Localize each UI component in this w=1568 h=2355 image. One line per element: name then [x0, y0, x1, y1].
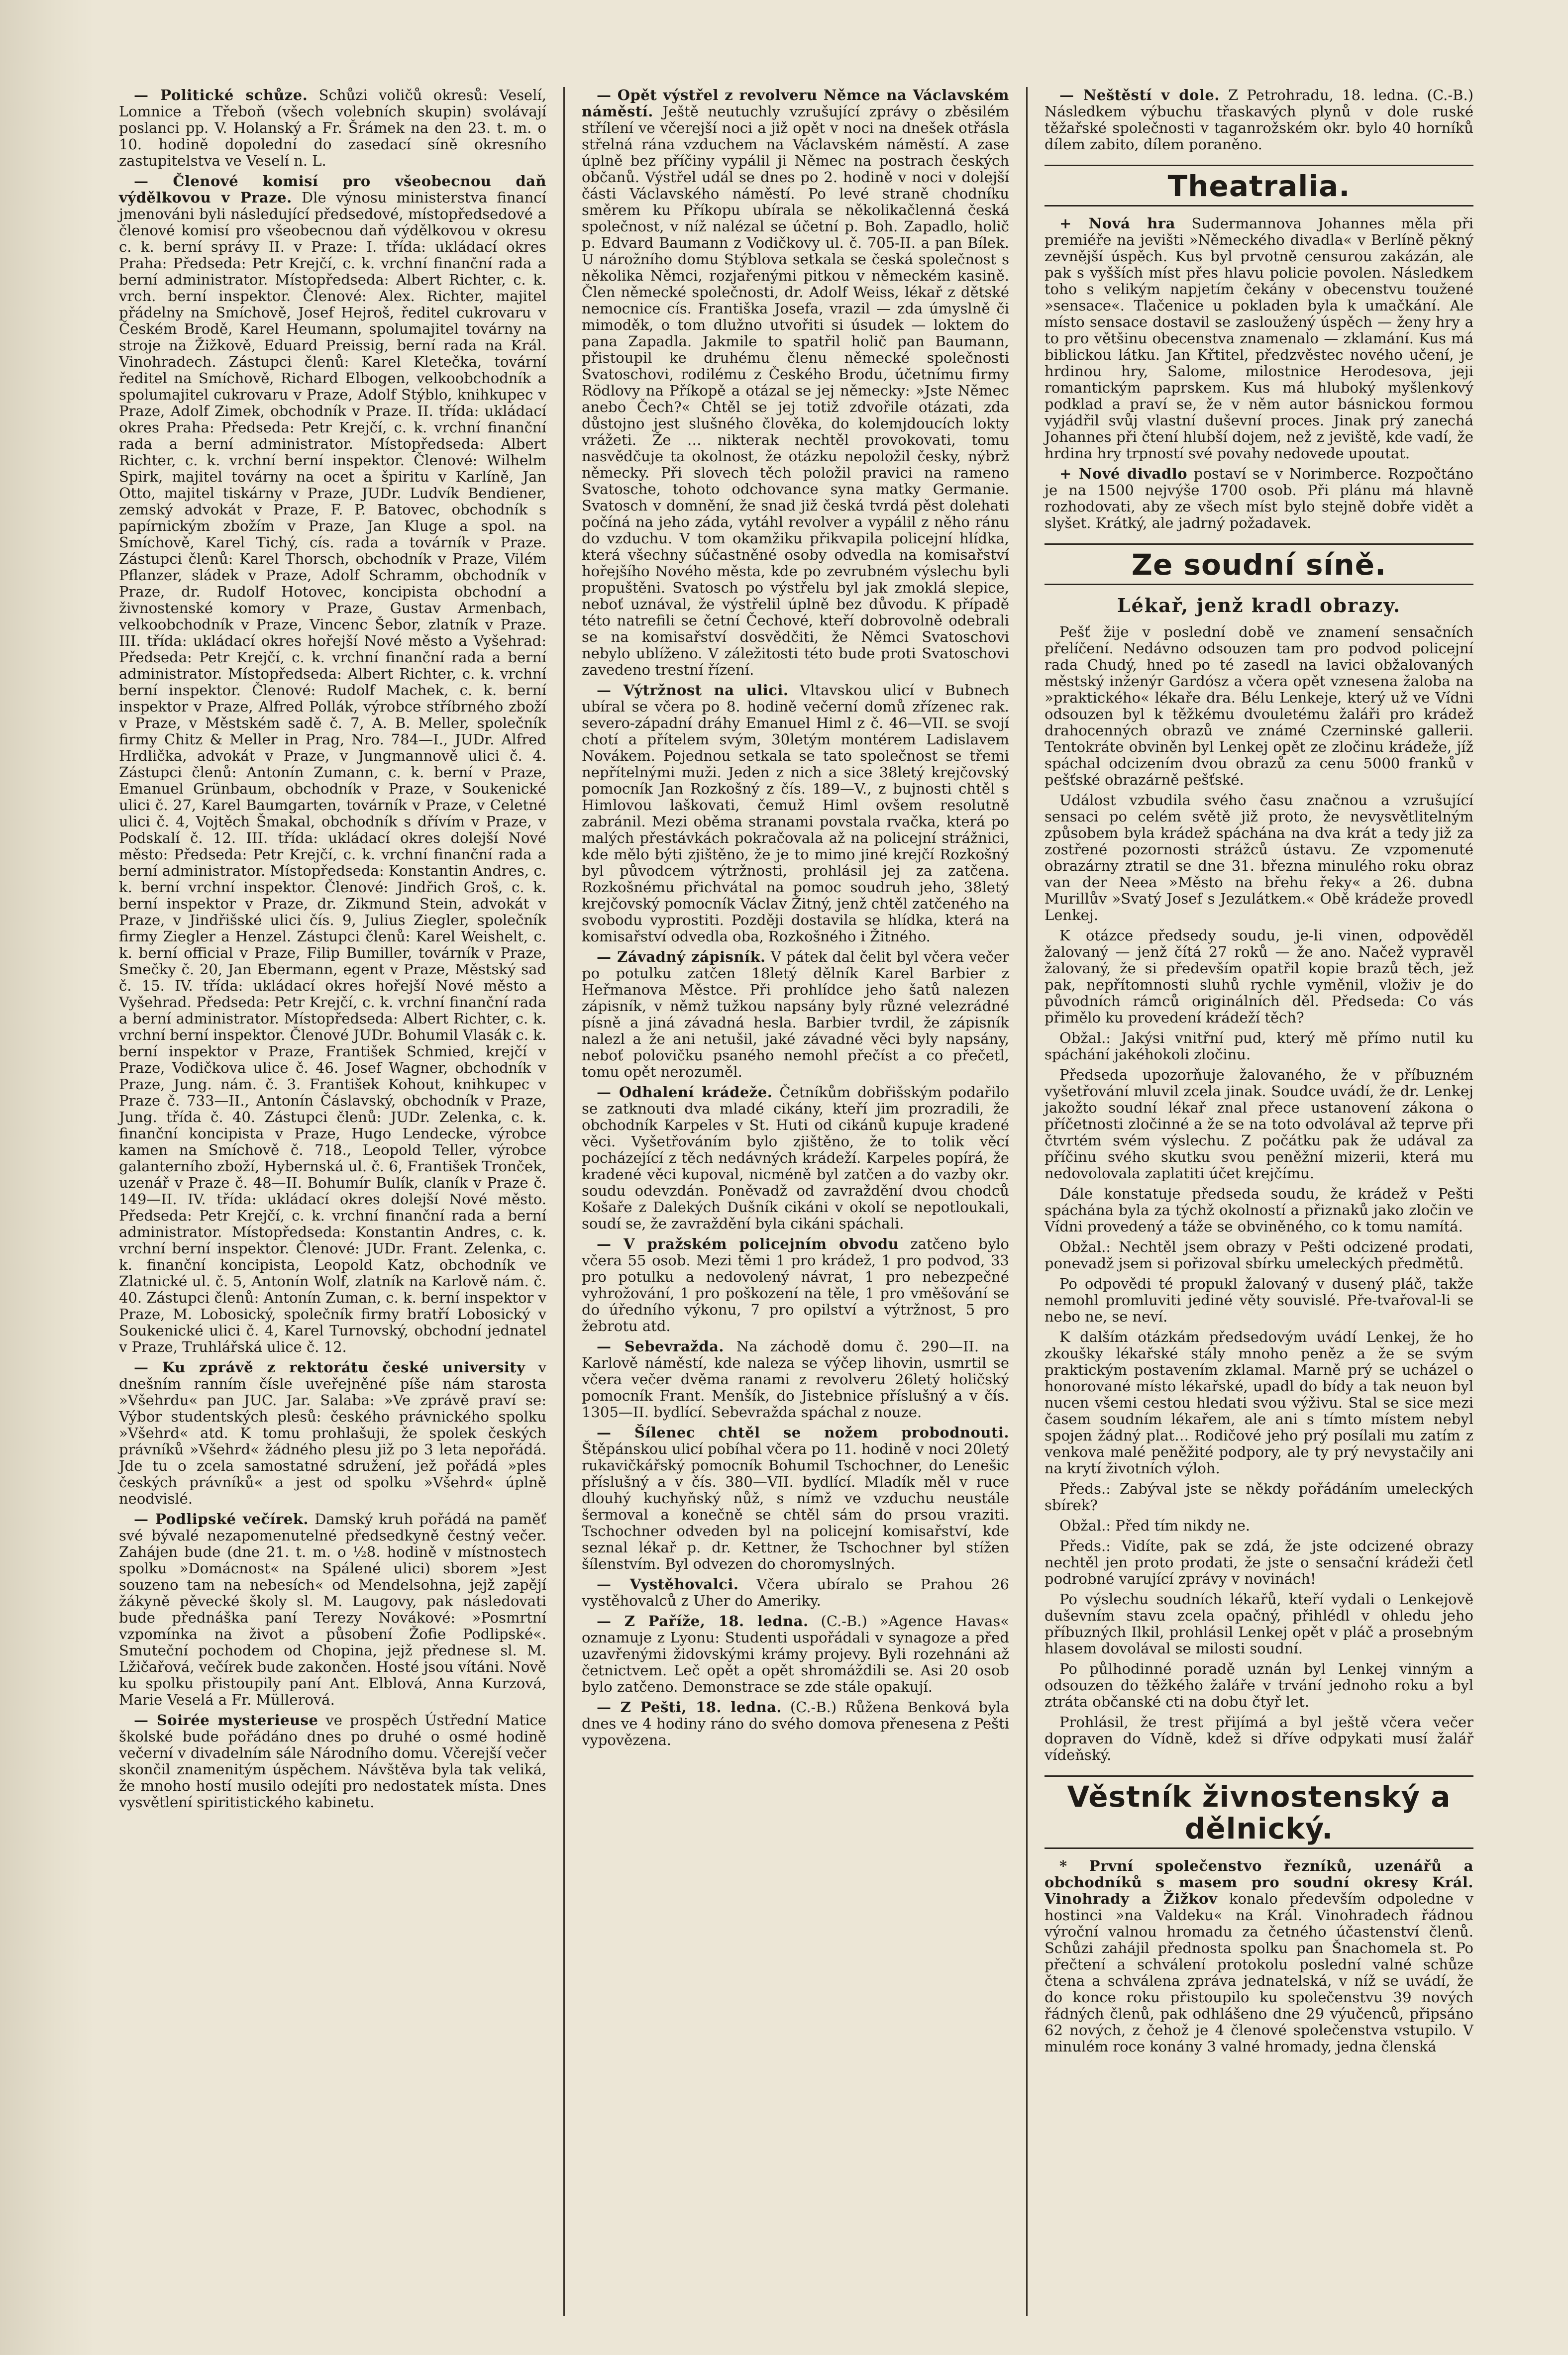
- article-text: Ještě neutuchly vzrušující zprávy o zběsilém střílení ve včerejší noci a již opět v noci na dnešek otřásla střelná rána vzduchem na Václavském náměstí. A zase úplně bez příčiny vypálil ji Němec na postrach českých občanů. Výstřel udál se dnes po 2. hodině v noci v dolejší části Václavského náměstí. Po levé straně chodníku směrem ku Příkopu ubírala se několikačlenná česká společnost, v níž nalézal se účetní p. Boh. Zapadlo, holič p. Edvard Baumann z Vodičkovy ul. č. 705-II. a pan Bílek. U nárožního domu Stýblova setkala se česká společnost s několika Němci, rozjařenými pitkou v německém kasině. Člen německé společnosti, dr. Adolf Weiss, lékař z dětské nemocnice cís. Františka Josefa, vrazil — zda úmyslně či mimoděk, o tom dlužno utvořiti si úsudek — loktem do pana Zapadla. Jakmile to spatřil holič pan Baumann, přistoupil ke druhému členu německé společnosti Svatoschovi, rodilému z Českého Brodu, účetnímu firmy Rödlovy na Příkopě a otázal se jej německy: »Jste Němec anebo Čech?« Chtěl se jej totiž zdvořile otázati, zda důstojno jest slušného člověka, do kolemjdoucích lokty vrážeti. Že … nikterak nechtěl provokovati, tomu nasvědčuje ta okolnost, že otázku nepoložil česky, nýbrž německy. Při slovech těch položil pravici na rameno Svatosche, tohoto odchovance syna matky Germanie. Svatosch v domnění, že snad již česká tvrdá pěst dolehati počíná na jeho záda, vytáhl revolver a vypálil z něho ránu do vzduchu. V tom okamžiku přikvapila policejní hlídka, která všechny súčastněné osoby odvedla na komisařství hořejšího Nového města, kde po zevrubném výslechu byli propuštěni. Svatosch po výstřelu byl jak zmoklá slepice, neboť uznával, že výstřelil úplně bez důvodu. K případě této natrefili se četní Čechové, kteří dobrovolně odebrali se na komisařství dosvědčiti, že Němci Svatoschovi nebylo ublíženo. V záležitosti této bude proti Svatoschovi zavedeno trestní řízení.: [582, 103, 1009, 678]
- article-headline: — Sebevražda.: [597, 1338, 724, 1355]
- article-paragraph: [1045, 1067, 1473, 1182]
- article-text: Sudermannova Johannes měla při premiéře na jevišti »Německého divadla« v Berlíně pěkný zevnější úspěch. Kus byl prvotně censurou zakázán, ale pak s vyšších míst přes hlavu policie povolen. Následkem toho s velikým napjetím čekány v obecenstvu toužené »sensace«. Tlačenice u pokladen byla k umačkání. Ale místo sensace dostavil se zasloužený úspěch — ženy hry a to pro většinu obecenstva znamenalo — zklamání. Kus má biblickou látku. Jan Křtitel, předzvěstec nového učení, je hrdinou hry, Salome, milostnice Herodesova, jeji romantickým paprskem. Kus má hluboký myšlenkový podklad a praví se, že v něm autor básnickou formou vyjádřil svůj vlastní duševní proces. Jinak prý zanechá Johannes při čtení hlubší dojem, než z jeviště, kde vadí, že hrdina hry trpností své povahy nedovede upoutat.: [1045, 215, 1474, 462]
- article-headline: — Neštěstí v dole.: [1059, 87, 1220, 103]
- article-text: Prohlásil, že trest přijímá a byl ještě včera večer dopraven do Vídně, kdež si dříve odpykati musí žalář vídeňský.: [1045, 1714, 1473, 1763]
- article-headline: — Z Pešti, 18. ledna.: [597, 1699, 782, 1716]
- article-headline: — Vystěhovalci.: [597, 1576, 739, 1593]
- article-paragraph: [1045, 1481, 1473, 1514]
- article-paragraph: [119, 1511, 546, 1708]
- article-text: konalo především odpoledne v hostinci »na Valdeku« na Král. Vinohradech řádnou výroční valnou hromadu za četného účastenství členů. Schůzi zahájil přednosta spolku pan Šnachomela st. Po přečtení a schválení protokolu poslední valné schůze čtena a schválena zpráva jednatelská, v níž se uvádí, že do konce roku přistoupilo ku společenstvu 39 nových řádných členů, pak odhlášeno dne 29 výučenců, připsáno 62 nových, z čehož je 4 členové společenstva vstupilo. V minulém roce konány 3 valné hromady, jedna členská: [1045, 1890, 1474, 2055]
- article-paragraph: [1045, 1518, 1473, 1534]
- article-paragraph: [1045, 792, 1473, 923]
- article-paragraph: [119, 87, 546, 169]
- article-paragraph: [1045, 466, 1473, 531]
- article-text: Dle výnosu ministerstva financí jmenováni byli následující předsedové, místopředsedové a členové komisí pro všeobecnou daň výdělkovou v okresu c. k. berní správy II. v Praze: I. třída: ukládací okres Praha: Předseda: Petr Krejčí, c. k. vrchní finanční rada a berní administrator. Místopředseda: Albert Richter, c. k. vrch. berní inspektor. Členové: Alex. Richter, majitel přádelny na Smíchově, Josef Hejroš, ředitel cukrovaru v Českém Brodě, Karel Heumann, spolumajitel továrny na stroje na Žižkově, Eduard Preissig, berní rada na Král. Vinohradech. Zástupci členů: Karel Kletečka, tovární ředitel na Smíchově, Richard Elbogen, velkoobchodník a spolumajitel cukrovaru v Praze, Adolf Stýblo, knihkupec v Praze, Adolf Zimek, obchodník v Praze. II. třída: ukládací okres Praha: Předseda: Petr Krejčí, c. k. vrchní finanční rada a berní administrator. Místopředseda: Albert Richter, c. k. vrchní berní inspektor. Členové: Wilhelm Spirk, majitel továrny na ocet a špiritu v Karlíně, Jan Otto, majitel tiskárny v Praze, JUDr. Ludvík Bendiener, zemský advokát v Praze, F. P. Batovec, obchodník s papírnickým zbožím v Praze, Jan Kluge a spol. na Smíchově, Karel Tichý, cís. rada a továrník v Praze. Zástupci členů: Karel Thorsch, obchodník v Praze, Vilém Pflanzer, sládek v Praze, Adolf Schramm, obchodník v Praze, dr. Rudolf Hotovec, koncipista obchodní a živnostenské komory v Praze, Gustav Armenbach, velkoobchodník v Praze, Vincenc Šebor, zlatník v Praze. III. třída: ukládací okres hořejší Nové město a Vyšehrad: Předseda: Petr Krejčí, c. k. vrchní finanční rada a berní administrator. Místopředseda: Albert Richter, c. k. vrchní berní inspektor. Členové: Rudolf Machek, c. k. berní inspektor v Praze, Alfred Pollák, výrobce stříbrného zboží v Praze, v Městském sadě č. 7, A. B. Meller, společník firmy Chitz & Meller in Prag, Nro. 784—I., JUDr. Alfred Hrdlička, advokát v Praze, v Jungmannově ulici č. 4. Zástupci členů: Antonín Zumann, c. k. berní v Praze, Emanuel Grünbaum, obchodník v Praze, v Soukenické ulici č. 27, Karel Baumgarten, továrník v Praze, v Celetné ulici č. 4, Vojtěch Šmakal, obchodník s dřívím v Praze, v Podskalí č. 12. III. třída: ukládací okres dolejší Nové město: Předseda: Petr Krejčí, c. k. vrchní finanční rada a berní administrator. Místopředseda: Konstantin Andres, c. k. berní vrchní inspektor. Členové: Jindřich Groš, c. k. berní inspektor v Praze, dr. Zikmund Stein, advokát v Praze, v Jindřišské ulici čís. 9, Julius Ziegler, společník firmy Ziegler a Henzel. Zástupci členů: Karel Weishelt, c. k. berní official v Praze, Filip Bumiller, továrník v Praze, Smečky č. 20, Jan Ebermann, egent v Praze, Městský sad č. 15. IV. třída: ukládací okres hořejší Nové město a Vyšehrad. Předseda: Petr Krejčí, c. k. vrchní finanční rada a berní administrator. Místopředseda: Albert Richter, c. k. vrchní berní inspektor. Členové JUDr. Bohumil Vlasák c. k. berní inspektor v Praze, František Schmied, krejčí v Praze, Vodičkova ulice č. 46. Josef Wagner, obchodník v Praze, Jung. nám. č. 3. František Kohout, knihkupec v Praze č. 733—II., Antonín Čáslavský, obchodník v Praze, Jung. třída č. 40. Zástupci členů: JUDr. Zelenka, c. k. finanční koncipista v Praze, Hugo Lendecke, výrobce kamen na Smíchově č. 718., Leopold Teller, výrobce galanterního zboží, Hybernská ul. č. 6, František Tronček, uzenář v Praze č. 48—II. Bohumír Bulík, claník v Praze č. 149—II. IV. třída: ukládací okres dolejší Nové město. Předseda: Petr Krejčí, c. k. vrchní finanční rada a berní administrator. Místopředseda: Konstantin Andres, c. k. vrchní berní inspektor. Členové: JUDr. Frant. Zelenka, c. k. finanční koncipista, Leopold Katz, obchodník ve Zlatnické ul. č. 5, Antonín Wolf, zlatník na Karlově nám. č. 40. Zástupci členů: Antonín Zuman, c. k. berní inspektor v Praze, M. Lobosický, společník firmy bratří Lobosický v Soukenické ulici č. 4, Karel Turnovský, obchodní jednatel v Praze, Truhlářská ulice č. 12.: [119, 189, 546, 1355]
- article-text: (C.-B.) Růžena Benková byla dnes ve 4 hodiny ráno do svého domova přenesena z Pešti vypovězena.: [582, 1699, 1009, 1748]
- article-paragraph: [1045, 1714, 1473, 1763]
- article-text: V pátek dal čelit byl včera večer po potulku zatčen 18letý dělník Karel Barbier z Heřmanova Městce. Při prohlídce jeho šatů nalezen zápisník, v němž tužkou napsány byly různé velezrádné písně a jiná závadná hesla. Barbier tvrdil, že zápisník nalezl a že ani netušil, jaké závadné věci byly napsány, neboť polovičku psaného nemohl přečíst a co přečetl, tomu opět nerozuměl.: [582, 948, 1009, 1080]
- article-text: Po odpovědi té propukl žalovaný v dusený pláč, takže nemohl promluviti jediné věty souvislé. Pře-tvařoval-li se nebo ne, se neví.: [1045, 1275, 1473, 1325]
- article-paragraph: [582, 1425, 1009, 1572]
- article-headline: — Členové komisí pro všeobecnou daň výdělkovou v Praze.: [119, 173, 546, 206]
- article-text: Obžal.: Nechtěl jsem obrazy v Pešti odcizené prodati, ponevadž jsem si pořizoval sbírku umeleckých předmětů.: [1045, 1238, 1473, 1272]
- article-text: K otázce předsedy soudu, je-li vinen, odpověděl žalovaný — jenž čítá 27 roků — že ano. Načež vypravěl žalovaný, že si především opatřil kopie brazů těch, jež pak, nepřítomnosti sluhů rychle vyměnil, vloživ je do původních rámců originálních děl. Předseda: Co vás přimělo ku provedení krádeží těch?: [1045, 927, 1473, 1026]
- article-headline: — Ku zprávě z rektorátu české university: [134, 1359, 525, 1376]
- article-headline: — Opět výstřel z revolveru Němce na Václavském náměstí.: [582, 87, 1009, 120]
- article-paragraph: [1045, 1276, 1473, 1325]
- article-paragraph: [1045, 1239, 1473, 1272]
- article-paragraph: [1045, 927, 1473, 1026]
- article-text: v dnešním ranním čísle uveřejněné píše nám starosta »Všehrdu« pan JUC. Jar. Salaba: »Ve zprávě praví se: Výbor studentských plesů: českého právnického spolku »Všehrd« atd. K tomu prohlašuji, že spolek českých právníků »Všehrd« žádného plesu již po 3 leta nepořádá. Jde tu o zcela samostatné sdružení, jež pořádá »ples českých právníků« a jest od spolku »Všehrd« úplně neodvislé.: [119, 1359, 546, 1507]
- article-text: Obžal.: Před tím nikdy ne.: [1059, 1517, 1251, 1534]
- article-text: Pešť žije v poslední době ve znamení sensačních přelíčení. Nedávno odsouzen tam pro podvod policejní rada Chudý, hned po té zasedl na lavici obžalovaných městský inženýr Gardósz a včera opět vznesena žaloba na »praktického« lékaře dra. Bélu Lenkeje, který už ve Vídni odsouzen byl k těžkému dvouletému žaláři pro krádež drahocenných obrazů ve známé Czerninské gallerii. Tentokráte obviněn byl Lenkej opět ze zločinu krádeže, jíž spáchal odcizením dvou obrazů za cenu 5000 franků v pešťské obrazárně pešťské.: [1045, 623, 1473, 788]
- article-headline: * První společenstvo řezníků, uzenářů a obchodníků s masem pro soudní okresy Král. Vinohrady a Žižkov: [1045, 1857, 1473, 1907]
- article-paragraph: [1045, 87, 1473, 153]
- article-headline: — Soirée mysterieuse: [134, 1712, 318, 1729]
- article-paragraph: [582, 949, 1009, 1080]
- article-headline: — Podlipské večírek.: [134, 1511, 309, 1528]
- article-headline: — Politické schůze.: [134, 87, 308, 103]
- article-text: Četníkům dobřišským podařilo se zatknouti dva mladé cikány, kteří jim prozradili, že obchodník Karpeles v St. Huti od cikánů kupuje kradené věci. Vyšetřováním bylo zjištěno, že to tolik věcí pocházející z těch nedávných krádeží. Karpeles popírá, že kradené věci kupoval, nicméně byl zatčen a do vazby okr. soudu odevzdán. Poněvadž od zavraždění dvou chodců Košaře z Dalekých Dušník cikáni v okolí se nepotloukali, soudí se, že zavraždění byla cikáni spáchali.: [582, 1084, 1009, 1232]
- article-headline: — Z Paříže, 18. ledna.: [597, 1613, 809, 1630]
- article-paragraph: [1045, 215, 1473, 462]
- article-text: Po půlhodinné poradě uznán byl Lenkej vinným a odsouzen do těžkého žaláře v trvání jednoho roku a byl ztráta občanské cti na dobu čtyř let.: [1045, 1660, 1473, 1710]
- article-paragraph: [1045, 1538, 1473, 1587]
- article-paragraph: [119, 1712, 546, 1811]
- article-text: Událost vzbudila svého času značnou a vzrušující sensaci po celém světě již proto, že nevysvětlitelným způsobem byla krádež spáchána na dva krát a tedy již za zostřené pozornosti strážců ústavu. Ze vzpomenuté obrazárny ztratil se dne 31. března minulého roku obraz van der Neea »Město na břehu řeky« a 26. dubna Murillův »Svatý Josef s Jezulátkem.« Obě krádeže provedl Lenkej.: [1045, 792, 1473, 923]
- article-text: Štěpánskou ulicí pobíhal včera po 11. hodině v noci 20letý rukavičkářský pomocník Bohumil Tschochner, do Lenešic příslušný a v čís. 380—VII. bydlící. Mladík měl v ruce dlouhý kuchyňský nůž, s nímž ve vzduchu neustále šermoval a konečně se chtěl sám do prsou vraziti. Tschochner odveden byl na policejní komisařství, kde seznal lékař p. dr. Kettner, že Tschochner byl stížen šílenstvím. Byl odvezen do choromyslných.: [582, 1440, 1009, 1572]
- article-paragraph: [582, 87, 1009, 678]
- article-headline: + Nová hra: [1059, 215, 1175, 232]
- section-heading: Theatralia.: [1045, 165, 1473, 206]
- article-headline: + Nové divadlo: [1059, 465, 1188, 482]
- article-paragraph: [582, 1613, 1009, 1695]
- article-paragraph: [582, 1576, 1009, 1609]
- article-subtitle: Lékař, jenž kradl obrazy.: [1117, 594, 1401, 616]
- article-text: Předseda upozorňuje žalovaného, že v příbuzném vyšetřování mluvil zcela jinak. Soudce uvádí, že dr. Lenkej jakožto soudní lékař znal přece ustanovení zákona o příčetnosti zločinné a že se na toto odvolával až teprve při čtvrtém svém výslechu. Z počátku pak že udával za příčinu svého skutku svou peněžní mizerii, která mu nedovolovala zaplatiti účet krejčímu.: [1045, 1066, 1473, 1182]
- article-text: zatčeno bylo včera 55 osob. Mezi těmi 1 pro krádež, 1 pro podvod, 33 pro potulku a nedovolený návrat, 1 pro nebezpečné vyhrožování, 1 pro poškození na těle, 1 pro vměšování se do úředního výkonu, 7 pro opilství a výtržnost, 5 pro žebrotu atd.: [582, 1235, 1009, 1334]
- column-middle: [565, 87, 1028, 2316]
- article-paragraph: [1045, 1591, 1473, 1657]
- article-headline: — Odhalení krádeže.: [597, 1084, 773, 1101]
- columns: [102, 87, 1516, 2316]
- page-binding-edge: [0, 0, 95, 2355]
- article-paragraph: [582, 1236, 1009, 1334]
- article-text: ve prospěch Ústřední Matice školské bude pořádáno dnes po druhé o osmé hodině večerní v divadelním sále Národního domu. Včerejší večer skončil znamenitým úspěchem. Návštěva byla tak veliká, že mnoho hostí musilo odejíti pro nedostatek místa. Dnes vysvětlení spiritistického kabinetu.: [119, 1712, 547, 1811]
- article-text: (C.-B.) »Agence Havas« oznamuje z Lyonu: Studenti uspořádali v synagoze a před uzavřenými židovskými krámy projevy. Byli rozehnáni až četnictvem. Leč opět a opět shromáždili se. Asi 20 osob bylo zatčeno. Demonstrace se zde stále opakují.: [582, 1613, 1010, 1695]
- article-paragraph: [582, 1699, 1009, 1748]
- article-paragraph: [582, 1084, 1009, 1232]
- article-paragraph: [119, 173, 546, 1355]
- article-text: Dále konstatuje předseda soudu, že krádež v Pešti spáchána byla za týchž okolností a přiznaků jako zločin ve Vídni provedený a táže se obviněného, co k tomu namítá.: [1045, 1185, 1473, 1235]
- article-paragraph: [1045, 1661, 1473, 1710]
- article-text: Vltavskou ulicí v Bubnech ubíral se včera po 8. hodině večerní domů zřízenec rak. severo-západní dráhy Emanuel Himl z č. 46—VII. se svojí chotí a přítelem svým, 30letým montérem Ladislavem Novákem. Pojednou setkala se tato společnost se třemi nepřítelnými muži. Jeden z nich a sice 38letý krejčovský pomocník Jan Rozkošný z čís. 189—V., z bujnosti chtěl s Himlovou laškovati, čemuž Himl ovšem resolutně zabránil. Mezi oběma stranami povstala rvačka, která po malých přestávkách pokračovala až na policejní strážnici, kde mělo býti zjištěno, že je to mimo jiné krejčí Rozkošný byl původcem výtržnosti, prohlásil jej za zatčena. Rozkošnému přichvátal na pomoc soudruh jeho, 38letý krejčovský pomocník Václav Žitný, jenž chtěl zatčeného na svobodu vyprostiti. Později dostavila se hlídka, která na komisařství odvedla oba, Rozkošného i Žitného.: [582, 682, 1010, 945]
- article-headline: — Šílenec chtěl se nožem probodnouti.: [597, 1424, 1009, 1441]
- column-left: [102, 87, 565, 2316]
- section-heading: Ze soudní síně.: [1045, 543, 1473, 585]
- article-text: postaví se v Norimberce. Rozpočtáno je na 1500 nejvýše 1700 osob. Při plánu má hlavně rozhodovati, aby ze všech míst bylo stejně dobře vidět a slyšet. Krátký, ale jadrný požadavek.: [1045, 465, 1474, 531]
- article-headline: — Výtržnost na ulici.: [597, 682, 789, 699]
- article-paragraph: [1045, 1329, 1473, 1477]
- article-paragraph: [1045, 1186, 1473, 1235]
- article-paragraph: [1045, 1030, 1473, 1063]
- article-paragraph: [582, 682, 1009, 945]
- article-paragraph: [119, 1359, 546, 1507]
- section-heading: Věstník živnostenský a dělnický.: [1045, 1775, 1473, 1849]
- article-text: Obžal.: Jakýsi vnitřní pud, který mě přímo nutil ku spáchání jakéhokoli zločinu.: [1045, 1029, 1473, 1063]
- article-text: Předs.: Vidíte, pak se zdá, že jste odcizené obrazy nechtěl jen proto prodati, že jste o sensační krádeži četl podrobné varující zprávy v novinách!: [1045, 1537, 1473, 1587]
- article-headline: — V pražském policejním obvodu: [597, 1235, 899, 1252]
- article-text: Včera ubíralo se Prahou 26 vystěhovalců z Uher do Ameriky.: [582, 1576, 1010, 1609]
- article-text: Po výslechu soudních lékařů, kteří vydali o Lenkejově duševním stavu zcela opačný, přihlédl v ohledu jeho příbuzných Ilkil, prohlásil Lenkej opět v pláč a prosebným hlasem dovolával se milosti soudní.: [1045, 1591, 1473, 1657]
- article-text: Na záchodě domu č. 290—II. na Karlově náměstí, kde naleza se výčep lihovin, usmrtil se včera večer dvěma ranami z revolveru 26letý holičský pomocník Frant. Menšík, do Jistebnice příslušný a v čís. 1305—II. bydlící. Sebevražda spáchal z nouze.: [582, 1338, 1009, 1421]
- article-paragraph: [1045, 624, 1473, 788]
- article-text: Schůzi voličů okresů: Veselí, Lomnice a Třeboň (všech volebních skupin) svolávají poslanci pp. V. Holanský a Fr. Šrámek na den 23. t. m. o 10. hodině dopolední do zasedací síně okresního zastupitelstva ve Veselí n. L.: [119, 87, 546, 169]
- article-text: Předs.: Zabýval jste se někdy pořádáním umeleckých sbírek?: [1045, 1480, 1473, 1514]
- article-text: K dalším otázkám předsedovým uvádí Lenkej, že ho zkoušky lékařské stály mnoho peněz a že se svým praktickým postavením zklamal. Marně prý se ucházel o honorované místo lékařské, upadl do bídy a tak neuon byl nucen všemi cestou hledati svou výživu. Stal se sice mezi časem soudním lékařem, ale ani s tímto místem nebyl spojen žádný plat… Rodičové jeho prý posílali mu zatím z venkova malé peněžité podpory, ale ty prý nevystačily ani na krytí životních výloh.: [1045, 1329, 1473, 1477]
- article-text: Z Petrohradu, 18. ledna. (C.-B.) Následkem výbuchu třaskavých plynů v dole ruské těžařské společnosti v taganrožském okr. bylo 40 horníků dílem zabito, dílem poraněno.: [1045, 87, 1474, 153]
- article-headline: — Závadný zápisník.: [597, 948, 766, 965]
- column-right: [1028, 87, 1490, 2316]
- article-paragraph: [582, 1338, 1009, 1421]
- article-text: Damský kruh pořádá na paměť své bývalé nezapomenutelné předsedkyně čestný večer. Zahájen bude (dne 21. t. m. o ½8. hodině v místnostech spolku »Domácnost« na Spálené ulici) sborem »Jest souzeno tam na nebesích« od Mendelsohna, jejž zapějí žákyně pěvecké školy sl. M. Laugovy, pak následovati bude přednáška paní Terezy Novákové: »Posmrtní vzpomínka na život a působení Žofie Podlipské«. Smuteční pochodem od Chopina, jejž přednese sl. M. Lžičařová, večírek bude zakončen. Hosté jsou vítáni. Nově ku spolku přistoupily paní Ant. Elblová, Anna Kurzová, Marie Veselá a Fr. Müllerová.: [119, 1511, 547, 1708]
- article-paragraph: [1045, 1858, 1473, 2055]
